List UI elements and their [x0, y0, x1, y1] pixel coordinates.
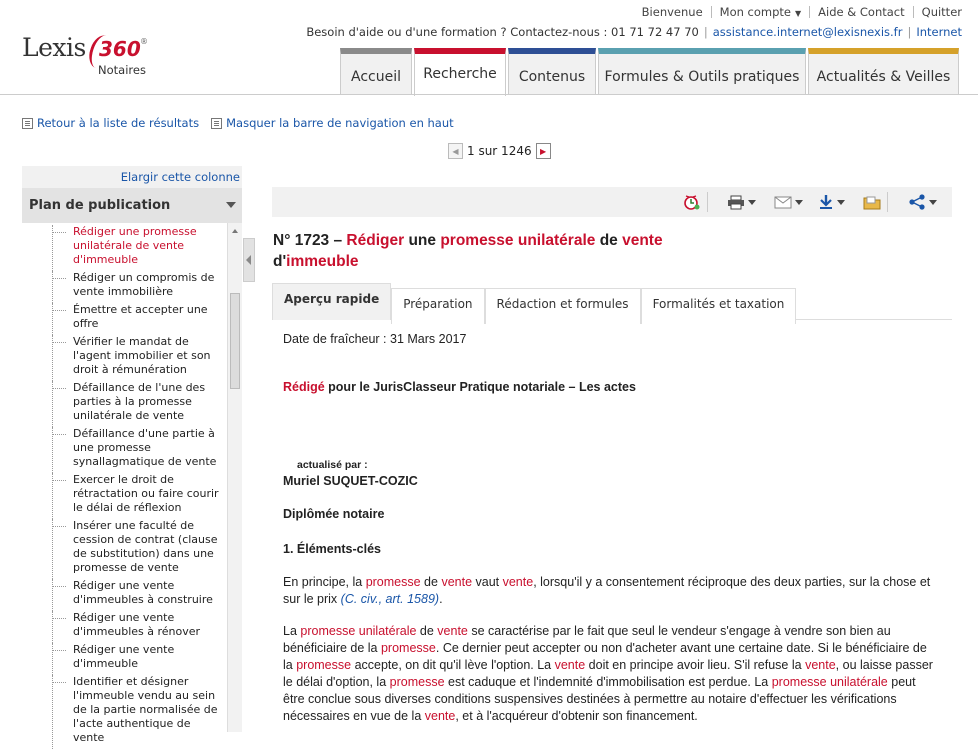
back-to-results-link[interactable]: Retour à la liste de résultats	[22, 116, 199, 130]
written-for-line: Rédigé pour le JurisClasseur Pratique notariale – Les actes	[283, 380, 636, 394]
document-tabs	[272, 283, 952, 320]
history-alert-button[interactable]	[683, 194, 701, 210]
caret-down-icon	[795, 200, 803, 205]
expand-column-link[interactable]: Elargir cette colonne	[120, 170, 240, 184]
tree-item[interactable]: Exercer le droit de rétractation ou faire courir le délai de réflexion	[22, 473, 227, 515]
next-result-button[interactable]: ▶	[536, 143, 551, 159]
divider	[913, 6, 914, 18]
list-icon	[22, 118, 33, 129]
email-button[interactable]	[774, 194, 803, 210]
hide-nav-link[interactable]: Masquer la barre de navigation en haut	[211, 116, 454, 130]
support-email-link[interactable]: assistance.internet@lexisnexis.fr	[712, 25, 903, 39]
sidebar-title: Plan de publication	[29, 198, 171, 213]
share-button[interactable]	[908, 194, 937, 210]
internet-link[interactable]: Internet	[916, 25, 962, 39]
tab-formalites-taxation[interactable]: Formalités et taxation	[641, 288, 797, 324]
scrollbar-thumb[interactable]	[230, 293, 240, 389]
collapse-sidebar-handle[interactable]	[243, 238, 255, 282]
collapse-icon	[211, 118, 222, 129]
save-folder-button[interactable]	[863, 194, 881, 210]
share-icon	[908, 194, 926, 210]
chevron-down-icon	[226, 202, 236, 208]
tab-apercu-rapide[interactable]: Aperçu rapide	[272, 283, 391, 320]
main-nav	[340, 48, 959, 96]
updated-by-label: actualisé par :	[297, 459, 368, 471]
tree-item[interactable]: Rédiger une vente d'immeubles à rénover	[22, 611, 227, 639]
account-menu[interactable]	[720, 5, 802, 19]
caret-down-icon	[837, 200, 845, 205]
tree-item[interactable]: Défaillance d'une partie à une promesse synallagmatique de vente	[22, 427, 227, 469]
tab-accueil[interactable]: Accueil	[340, 48, 412, 94]
tree-item[interactable]: Émettre et accepter une offre	[22, 303, 227, 331]
tree-item[interactable]: Insérer une faculté de cession de contrat (clause de substitution) dans une promesse de vente	[22, 519, 227, 575]
caret-down-icon	[929, 200, 937, 205]
publication-sidebar	[22, 166, 242, 744]
tab-redaction-formules[interactable]: Rédaction et formules	[485, 288, 641, 324]
tree-item[interactable]: Rédiger une promesse unilatérale de vente d'immeuble	[22, 225, 227, 267]
printer-icon	[727, 195, 745, 210]
author-title: Diplômée notaire	[283, 507, 385, 521]
tree-item[interactable]: Vérifier le mandat de l'agent immobilier et son droit à rémunération	[22, 335, 227, 377]
author-name: Muriel SUQUET-COZIC	[283, 474, 418, 488]
tab-formules-outils[interactable]: Formules & Outils pratiques	[598, 48, 806, 94]
section-heading: 1. Éléments-clés	[283, 542, 381, 556]
download-icon	[818, 194, 834, 210]
tree-item[interactable]: Rédiger une vente d'immeuble	[22, 643, 227, 671]
top-utility-links	[642, 4, 962, 20]
help-line: Besoin d'aide ou d'une formation ? Contactez-nous : 01 71 72 47 70 | assistance.internet@lexisnexis.fr | Internet	[306, 25, 962, 39]
paragraph-2: La promesse unilatérale de vente se caractérise par le fait que seul le vendeur s'engage à vendre son bien au bénéficiaire de la promesse. Ce dernier peut accepter ou non d'acheter avant une certaine date. Si le bénéficiaire de la promesse accepte, on dit qu'il lève l'option. La vente doit en principe avoir lieu. S'il refuse la vente, ou laisse passer le délai d'option, la promesse est caduque et l'indemnité d'immobilisation est perdue. La promesse unilatérale peut être conclue sous diverses conditions suspensives destinées à permettre au notaire d'effectuer les vérifications nécessaires en vue de la vente, et à l'acquéreur d'obtenir son financement.	[283, 624, 933, 723]
download-button[interactable]	[818, 194, 845, 210]
tab-preparation[interactable]: Préparation	[391, 288, 484, 324]
caret-down-icon	[748, 200, 756, 205]
account-label: Mon compte	[719, 5, 792, 19]
tab-contenus[interactable]: Contenus	[508, 48, 596, 94]
freshness-date: Date de fraîcheur : 31 Mars 2017	[283, 332, 467, 346]
action-bar	[22, 116, 454, 130]
publication-tree	[22, 223, 227, 744]
help-text: Besoin d'aide ou d'une formation ? Contactez-nous : 01 71 72 47 70	[306, 25, 699, 39]
welcome-link[interactable]: Bienvenue	[641, 5, 703, 19]
folder-icon	[863, 195, 881, 210]
document-toolbar	[272, 187, 952, 217]
paragraph-1: En principe, la promesse de vente vaut vente, lorsqu'il y a consentement réciproque des deux parties, sur la chose et sur le prix (C. civ., art. 1589).	[283, 575, 931, 606]
nav-divider	[0, 94, 978, 95]
caret-down-icon: ▼	[795, 9, 802, 18]
tree-item[interactable]: Rédiger un compromis de vente immobilière	[22, 271, 227, 299]
help-contact-link[interactable]: Aide & Contact	[818, 5, 905, 19]
document-title: N° 1723 – Rédiger une promesse unilatérale de vente d'immeuble	[273, 232, 663, 270]
sidebar-scrollbar[interactable]	[227, 223, 242, 732]
result-pager	[448, 143, 551, 159]
tree-item[interactable]: Défaillance de l'une des parties à la promesse unilatérale de vente	[22, 381, 227, 423]
tree-item[interactable]: Identifier et désigner l'immeuble vendu au sein de la partie normalisée de l'acte authentique de vente	[22, 675, 227, 745]
quit-link[interactable]: Quitter	[921, 5, 962, 19]
pager-text: 1 sur 1246	[467, 144, 532, 158]
previous-result-button[interactable]: ◀	[448, 143, 463, 159]
clock-alert-icon	[683, 194, 701, 210]
sidebar-header[interactable]	[22, 188, 242, 223]
print-button[interactable]	[727, 194, 756, 210]
tree-item[interactable]: Rédiger une vente d'immeubles à construire	[22, 579, 227, 607]
divider	[711, 6, 712, 18]
divider	[809, 6, 810, 18]
envelope-icon	[774, 196, 792, 209]
civil-code-reference-link[interactable]: (C. civ., art. 1589)	[340, 592, 440, 606]
tab-actualites-veilles[interactable]: Actualités & Veilles	[808, 48, 959, 94]
lexis360-logo[interactable]: Lexis 360 ® Notaires	[22, 33, 148, 77]
scroll-up-icon[interactable]	[232, 229, 238, 233]
tab-recherche[interactable]: Recherche	[414, 48, 506, 96]
